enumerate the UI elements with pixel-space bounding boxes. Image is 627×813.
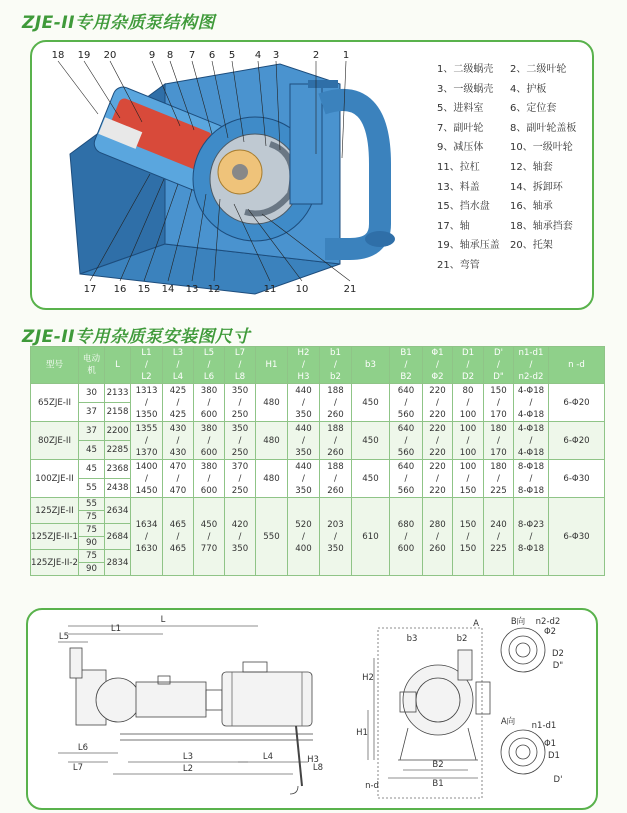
table-cell: 380 / 600: [194, 460, 225, 498]
side-view: [58, 626, 545, 798]
table-cell: 8-Φ18 / 8-Φ18: [514, 460, 549, 498]
installation-drawing: [28, 610, 592, 804]
table-header-row: [31, 347, 605, 384]
table-cell: 125ZJE-II: [31, 498, 79, 524]
view-label-D': D': [553, 775, 563, 785]
view-label-n2-d2: n2-d2: [535, 617, 561, 627]
callout-14: 14: [161, 284, 175, 295]
table-cell: 65ZJE-II: [31, 384, 79, 422]
table-cell: 430 / 430: [163, 422, 194, 460]
table-header-cell: D' / D": [484, 347, 514, 384]
table-cell: 90: [79, 563, 105, 576]
table-cell: 610: [352, 498, 390, 576]
table-cell: 2684: [105, 524, 131, 550]
callout-19: 19: [77, 50, 91, 61]
table-cell: 450: [352, 384, 390, 422]
part-item: 12、轴套: [510, 161, 553, 173]
table-header-cell: 型号: [31, 347, 79, 384]
table-cell: 150 / 150: [453, 498, 484, 576]
table-cell: 350 / 250: [225, 384, 256, 422]
table-cell: 203 / 350: [320, 498, 352, 576]
parts-row: [437, 138, 597, 158]
part-item: 20、托架: [510, 240, 553, 252]
table-cell: 75: [79, 511, 105, 524]
dim-label-L6: L6: [77, 743, 89, 753]
view-label-B向: B向: [510, 617, 526, 627]
table-header-cell: L: [105, 347, 131, 384]
callout-1: 1: [342, 50, 350, 61]
callout-6: 6: [208, 50, 216, 61]
table-row: [31, 498, 605, 511]
table-cell: 380 / 600: [194, 384, 225, 422]
table-cell: 75: [79, 524, 105, 537]
callout-13: 13: [185, 284, 199, 295]
parts-row: [437, 256, 597, 276]
parts-list: [437, 60, 597, 276]
table-cell: 180 / 170: [484, 422, 514, 460]
table-cell: 45: [79, 441, 105, 460]
part-item: 8、副叶轮盖板: [510, 122, 577, 134]
part-item: 19、轴承压盖: [437, 240, 500, 252]
part-item: 1、二级蜗壳: [437, 64, 494, 75]
table-cell: 100 / 100: [453, 422, 484, 460]
callout-11: 11: [263, 284, 277, 295]
table-header-cell: b3: [352, 347, 390, 384]
part-item: 6、定位套: [510, 103, 557, 115]
dim-label-H1: H1: [356, 728, 368, 738]
callout-3: 3: [272, 50, 280, 61]
dim-label-b2: b2: [456, 634, 468, 644]
table-header-cell: H2 / H3: [288, 347, 320, 384]
parts-row: [437, 197, 597, 217]
part-item: 15、挡水盘: [437, 201, 490, 213]
table-cell: 640 / 560: [390, 460, 423, 498]
dim-label-L2: L2: [182, 764, 194, 774]
table-header-cell: H1: [256, 347, 288, 384]
dim-label-B2: B2: [432, 760, 444, 770]
table-cell: 440 / 350: [288, 460, 320, 498]
callout-10: 10: [295, 284, 309, 295]
table-cell: 2133: [105, 384, 131, 403]
table-cell: 6-Φ30: [549, 460, 605, 498]
table-cell: 55: [79, 479, 105, 498]
table-cell: 450: [352, 422, 390, 460]
table-cell: 440 / 350: [288, 422, 320, 460]
table-cell: 2368: [105, 460, 131, 479]
dim-label-L4: L4: [262, 752, 274, 762]
callout-17: 17: [83, 284, 97, 295]
table-cell: 30: [79, 384, 105, 403]
table-cell: 240 / 225: [484, 498, 514, 576]
table-cell: 1634 / 1630: [131, 498, 163, 576]
table-cell: 470 / 470: [163, 460, 194, 498]
parts-row: [437, 80, 597, 100]
table-cell: 640 / 560: [390, 422, 423, 460]
dim-label-L: L: [160, 615, 166, 625]
table-row: [31, 422, 605, 441]
table-cell: 188 / 260: [320, 422, 352, 460]
table-cell: 1313 / 1350: [131, 384, 163, 422]
table-cell: 220 / 220: [423, 460, 453, 498]
view-label-n1-d1: n1-d1: [531, 721, 557, 731]
view-label-D1: D1: [548, 751, 560, 761]
part-item: 13、料盖: [437, 181, 480, 193]
table-cell: 125ZJE-II-1: [31, 524, 79, 550]
table-cell: 188 / 260: [320, 460, 352, 498]
table-cell: 45: [79, 460, 105, 479]
table-cell: 380 / 600: [194, 422, 225, 460]
part-item: 10、一级叶轮: [510, 142, 573, 154]
parts-row: [437, 99, 597, 119]
table-cell: 75: [79, 550, 105, 563]
part-item: 3、一级蜗壳: [437, 83, 494, 95]
dim-label-A: A: [473, 619, 479, 629]
callout-12: 12: [207, 284, 221, 295]
table-cell: 220 / 220: [423, 422, 453, 460]
table-cell: 425 / 425: [163, 384, 194, 422]
view-label-Φ1: Φ1: [543, 739, 557, 749]
part-item: 2、二级叶轮: [510, 64, 567, 75]
table-cell: 4-Φ18 / 4-Φ18: [514, 384, 549, 422]
table-cell: 420 / 350: [225, 498, 256, 576]
table-header-cell: L7 / L8: [225, 347, 256, 384]
table-cell: 37: [79, 422, 105, 441]
table-cell: 150 / 170: [484, 384, 514, 422]
table-cell: 100ZJE-II: [31, 460, 79, 498]
callout-8: 8: [166, 50, 174, 61]
part-item: 16、轴承: [510, 201, 553, 213]
parts-row: [437, 178, 597, 198]
table-cell: 125ZJE-II-2: [31, 550, 79, 576]
part-item: 17、轴: [437, 220, 470, 232]
table-cell: 4-Φ18 / 4-Φ18: [514, 422, 549, 460]
callout-5: 5: [228, 50, 236, 61]
part-item: 4、护板: [510, 83, 547, 95]
dim-label-H3: H3: [307, 755, 319, 765]
table-cell: 640 / 560: [390, 384, 423, 422]
table-header-cell: L3 / L4: [163, 347, 194, 384]
table-header-cell: n1-d1 / n2-d2: [514, 347, 549, 384]
table-cell: 1400 / 1450: [131, 460, 163, 498]
part-item: 14、拆卸环: [510, 181, 563, 193]
table-cell: 8-Φ23 / 8-Φ18: [514, 498, 549, 576]
view-label-D": D": [552, 661, 564, 671]
dim-label-b3: b3: [406, 634, 418, 644]
part-item: 11、拉杠: [437, 161, 480, 173]
callout-16: 16: [113, 284, 127, 295]
table-row: [31, 384, 605, 403]
dim-label-H2: H2: [362, 673, 374, 683]
table-cell: 220 / 220: [423, 384, 453, 422]
structure-title: ZJE-II专用杂质泵结构图: [22, 13, 215, 33]
table-cell: 465 / 465: [163, 498, 194, 576]
dim-label-L7: L7: [72, 763, 84, 773]
callout-9: 9: [148, 50, 156, 61]
table-cell: 2285: [105, 441, 131, 460]
parts-row: [437, 236, 597, 256]
dimension-table: [30, 346, 605, 576]
table-header-cell: L5 / L6: [194, 347, 225, 384]
table-header-cell: Φ1 / Φ2: [423, 347, 453, 384]
table-header-cell: b1 / b2: [320, 347, 352, 384]
dim-label-n-d: n-d: [365, 781, 379, 791]
install-title: ZJE-II专用杂质泵安装图尺寸: [22, 327, 250, 347]
table-cell: 80ZJE-II: [31, 422, 79, 460]
callout-20: 20: [103, 50, 117, 61]
dim-label-L8: L8: [312, 763, 324, 773]
table-cell: 520 / 400: [288, 498, 320, 576]
parts-row: [437, 119, 597, 139]
dim-label-B1: B1: [432, 779, 444, 789]
pump-cutaway-drawing: [40, 44, 420, 302]
table-header-cell: 电动机: [79, 347, 105, 384]
part-item: 21、弯管: [437, 259, 480, 271]
table-cell: 2200: [105, 422, 131, 441]
callout-15: 15: [137, 284, 151, 295]
leader-line: [58, 61, 98, 114]
table-cell: 450: [352, 460, 390, 498]
part-item: 5、进料室: [437, 103, 484, 115]
callout-4: 4: [254, 50, 262, 61]
table-cell: 6-Φ30: [549, 498, 605, 576]
table-row: [31, 460, 605, 479]
dim-label-L5: L5: [58, 632, 70, 642]
table-cell: 80 / 100: [453, 384, 484, 422]
table-cell: 188 / 260: [320, 384, 352, 422]
callout-2: 2: [312, 50, 320, 61]
table-cell: 2634: [105, 498, 131, 524]
table-cell: 480: [256, 422, 288, 460]
parts-row: [437, 158, 597, 178]
dim-label-L1: L1: [110, 624, 122, 634]
callout-21: 21: [343, 284, 357, 295]
callout-7: 7: [188, 50, 196, 61]
table-cell: 180 / 225: [484, 460, 514, 498]
table-header-cell: B1 / B2: [390, 347, 423, 384]
table-cell: 100 / 150: [453, 460, 484, 498]
callout-18: 18: [51, 50, 65, 61]
parts-row: [437, 60, 597, 80]
table-cell: 2438: [105, 479, 131, 498]
table-cell: 550: [256, 498, 288, 576]
pump-illustration: [70, 64, 395, 294]
table-cell: 2158: [105, 403, 131, 422]
table-cell: 37: [79, 403, 105, 422]
table-cell: 280 / 260: [423, 498, 453, 576]
view-label-Φ2: Φ2: [543, 627, 557, 637]
table-header-cell: L1 / L2: [131, 347, 163, 384]
table-cell: 90: [79, 537, 105, 550]
view-label-A向: A向: [500, 717, 516, 727]
parts-row: [437, 217, 597, 237]
table-cell: 440 / 350: [288, 384, 320, 422]
table-header-cell: n -d: [549, 347, 605, 384]
table-cell: 1355 / 1370: [131, 422, 163, 460]
table-cell: 350 / 250: [225, 422, 256, 460]
table-cell: 2834: [105, 550, 131, 576]
table-header-cell: D1 / D2: [453, 347, 484, 384]
table-cell: 450 / 770: [194, 498, 225, 576]
part-item: 18、轴承挡套: [510, 220, 573, 232]
part-item: 9、减压体: [437, 142, 484, 154]
table-cell: 370 / 250: [225, 460, 256, 498]
table-cell: 6-Φ20: [549, 422, 605, 460]
table-cell: 480: [256, 460, 288, 498]
table-cell: 55: [79, 498, 105, 511]
table-cell: 480: [256, 384, 288, 422]
table-cell: 680 / 600: [390, 498, 423, 576]
table-cell: 6-Φ20: [549, 384, 605, 422]
view-label-D2: D2: [552, 649, 564, 659]
dim-label-L3: L3: [182, 752, 194, 762]
part-item: 7、副叶轮: [437, 122, 484, 134]
